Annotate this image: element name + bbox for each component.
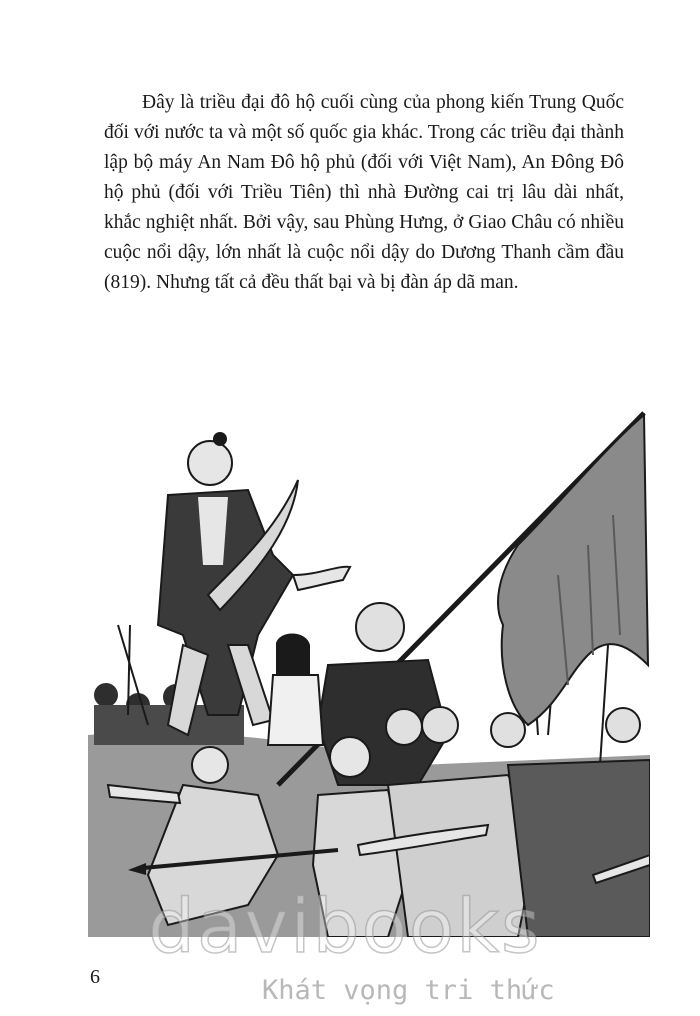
villager-woman xyxy=(268,633,323,745)
watermark-slogan: Khát vọng tri thức xyxy=(262,975,555,1006)
uprising-illustration xyxy=(88,405,650,937)
watermark-brand: davibooks xyxy=(148,884,542,970)
body-paragraph: Đây là triều đại đô hộ cuối cùng của phong kiến Trung Quốc đối với nước ta và một số quốc gia khác. Trong các triều đại thành lập bộ máy An Nam Đô hộ phủ (đối với Việt Nam), An Đông Đô hộ phủ (đối với Triều Tiên) thì nhà Đường cai trị lâu dài nhất, khắc nghiệt nhất. Bởi vậy, sau Phùng Hưng, ở Giao Châu có nhiều cuộc nổi dậy, lớn nhất là cuộc nổi dậy do Dương Thanh cầm đầu (819). Nhưng tất cả đều thất bại và bị đàn áp dã man. xyxy=(104,92,624,293)
leader-figure xyxy=(158,432,350,735)
page-number: 6 xyxy=(90,966,100,988)
